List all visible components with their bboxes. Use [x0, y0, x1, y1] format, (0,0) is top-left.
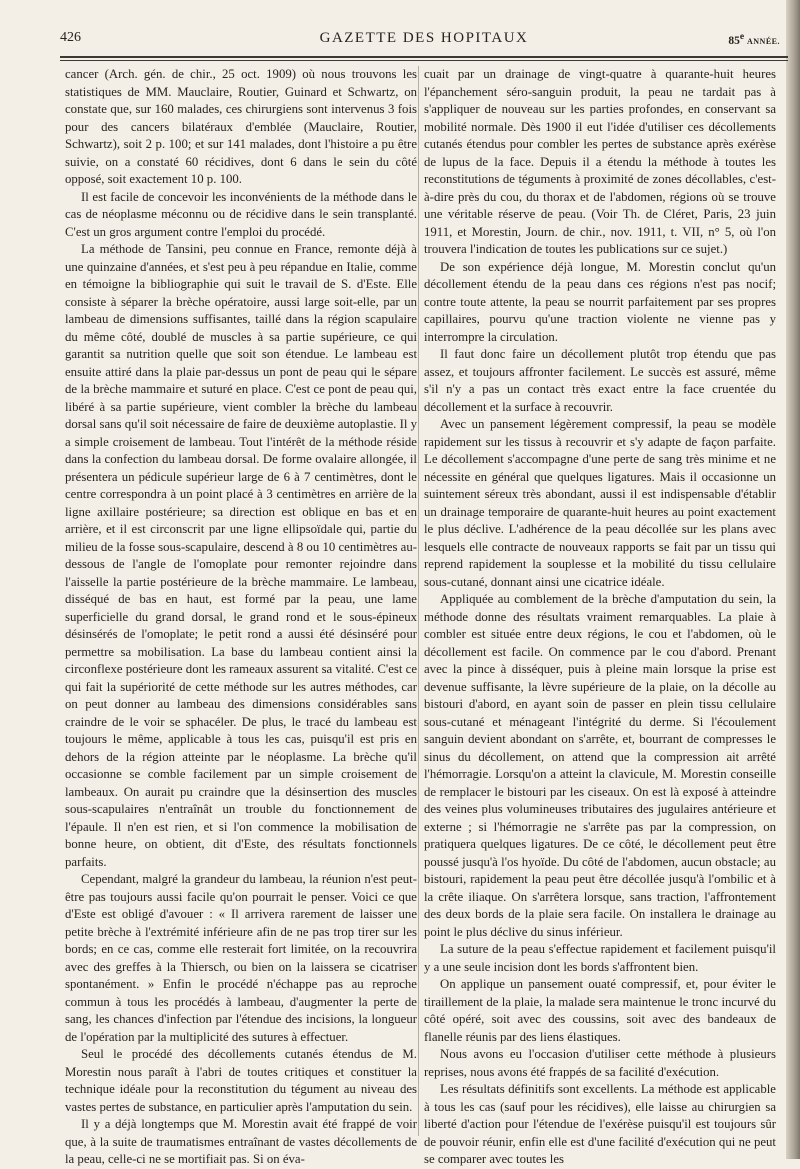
column-divider [418, 66, 419, 1136]
left-column [65, 66, 417, 1166]
journal-title: GAZETTE DES HOPITAUX [319, 30, 529, 46]
paragraph: cuait par un drainage de vingt-quatre à quarante-huit heures l'épanchement séro-sanguin produit, la peau ne tardait pas à s'appliquer de nouveau sur les parties profondes, en conservant sa mobilité normale. Dès 1900 il eut l'idée d'utiliser ces décollements cutanés étendus pour combler les pertes de substance après exérèse de lupus de la face. Depuis il a étendu la méthode à toutes les reconstitutions de téguments à proximité de zones décollables, c'est-à-dire près du cou, du thorax et de l'abdomen, régions où se trouve une véritable réserve de peau. (Voir Th. de Cléret, Paris, 23 juin 1911, et Morestin, Journ. de chir., nov. 1911, t. VII, n° 5, où l'on trouvera l'indication de toutes les publications sur ce sujet.) [424, 67, 776, 256]
paragraph: Il est facile de concevoir les inconvénients de la méthode dans le cas de néoplasme méconnu ou de récidive dans le sein transplanté. C'est un gros argument contre l'emploi du procédé. [65, 189, 417, 239]
paragraph: Les résultats définitifs sont excellents. La méthode est applicable à tous les cas (sauf pour les récidives), elle laisse au chirurgien sa liberté d'action pour l'étendue de l'exérèse puisqu'il est toujours sûr de pouvoir réunir, enfin elle est d'une facilité d'exécution qui ne peut se comparer avec toutes les [424, 1082, 776, 1166]
header-rule-thick [60, 56, 788, 58]
running-header [60, 30, 788, 52]
paragraph: Nous avons eu l'occasion d'utiliser cette méthode à plusieurs reprises, nous avons été frappés de sa facilité d'exécution. [424, 1047, 776, 1079]
paragraph: Cependant, malgré la grandeur du lambeau, la réunion n'est peut-être pas toujours aussi facile qu'on pourrait le penser. Voici ce que d'Este est obligé d'avouer : « Il arrivera rarement de laisser une petite brèche à l'extrémité inférieure afin de ne pas trop tirer sur les bords; en ce cas, comme elle resterait fort limitée, on la recouvrira avec des greffes à la Thiersch, ou bien on la laissera se cicatriser spontanément. » Enfin le procédé n'échappe pas au reproche commun à tous les procédés à lambeau, d'augmenter la perte de sang, les chances d'infection par l'étendue des incisions, la longueur de l'opération par la multiplicité des sutures à effectuer. [65, 872, 417, 1044]
paragraph: La méthode de Tansini, peu connue en France, remonte déjà à une quinzaine d'années, et s'est peu à peu répandue en Italie, comme en témoigne la bibliographie qui suit le travail de S. d'Este. Elle consiste à séparer la brèche opératoire, aussi large soit-elle, par un lambeau de dimensions suffisantes, taillé dans la région scapulaire du même côté, doublé de muscles à sa partie supérieure, ce qui garantit sa nutrition quelle que soit son étendue. Le lambeau est ensuite attiré dans la plaie par-dessus un pont de peau qui le sépare de la brèche mammaire et suturé en place. C'est ce pont de peau qui, libéré à sa partie supérieure, vient combler la brèche du lambeau dorsal sans qu'il soit nécessaire de faire de deuxième autoplastie. Il y a simple croisement de lambeau. Tout l'intérêt de la méthode réside dans la confection du lambeau dorsal. De forme ovalaire allongée, il présentera un pédicule supérieur large de 6 à 7 centimètres, dont le centre correspondra à un point placé à 3 centimètres en arrière de la ligne axillaire postérieure; sa direction est oblique en bas et en arrière, et il est circonscrit par une ligne ellipsoïdale qui, partie du milieu de la fosse sous-scapulaire, descend à 8 ou 10 centimètres au-dessous de l'angle de l'omoplate pour remonter rejoindre dans l'aisselle la partie postérieure de la brèche mammaire. Le lambeau, disséqué de bas en haut, est formé par la peau, une lame superficielle du grand dorsal, le grand rond et le sous-épineux désinsérés de l'omoplate; le petit rond a aussi été désinséré pour permettre sa mobilisation. La base du lambeau contient ainsi la circonflexe postérieure dont les rameaux assurent sa vitalité. C'est ce qui fait la supériorité de cette méthode sur les autres méthodes, car on peut donner au lambeau des dimensions considérables sans craindre de le voir se sphacéler. De plus, le tracé du lambeau est toujours le même, applicable à tous les cas, puisqu'il est pris en dehors de la région atteinte par le néoplasme. La brèche qu'il occasionne se comble facilement par un simple croisement de lambeaux. On aurait pu craindre que la désinsertion des muscles sous-scapulaires n'entraînât un trouble du fonctionnement de l'épaule. Il n'en est rien, et si l'on commence la mobilisation de bonne heure, on obtient, dit d'Este, des résultats fonctionnels parfaits. [65, 242, 417, 869]
paragraph: Il faut donc faire un décollement plutôt trop étendu que pas assez, et toujours affronter facilement. Le succès est assuré, même s'il n'y a pas un contact très exact entre la face cruentée du décollement et la surface à recouvrir. [424, 347, 776, 414]
right-column [424, 66, 776, 1166]
issue-word: ANNÉE. [746, 36, 780, 46]
issue-suffix: e [739, 31, 745, 42]
paragraph: La suture de la peau s'effectue rapidement et facilement puisqu'il y a une seule incision dont les bords s'affrontent bien. [424, 942, 776, 974]
paragraph: On applique un pansement ouaté compressif, et, pour éviter le tiraillement de la plaie, la malade sera maintenue le tronc incurvé du côté opéré, soit avec des coussins, soit avec des bandeaux de flanelle réunis par des liens élastiques. [424, 977, 776, 1044]
page-binding-edge [786, 0, 800, 1159]
paragraph: De son expérience déjà longue, M. Morestin conclut qu'un décollement étendu de la peau dans ces régions n'est pas nocif; contre toute attente, la peau se nourrit parfaitement par ses propres capillaires, pourvu qu'une traction violente ne vienne pas y interrompre la circulation. [424, 259, 776, 344]
header-rule-thin [60, 60, 788, 61]
page-number: 426 [60, 30, 81, 45]
paragraph: cancer (Arch. gén. de chir., 25 oct. 1909) où nous trouvons les statistiques de MM. Mauclaire, Routier, Guinard et Schwartz, on constate que, sur 160 malades, ces chirurgiens sont intervenus 3 fois pour des cancers bilatéraux d'emblée (Mauclaire, Routier, Schwartz), soit 2 p. 100; et sur 141 malades, dont l'histoire a pu être suivie, on a constaté 60 récidives, dont 6 dans le sein du côté opposé, soit exactement 10 p. 100. [65, 67, 417, 186]
issue-number: 85 [728, 34, 740, 47]
issue-label [728, 31, 780, 47]
paragraph: Il y a déjà longtemps que M. Morestin avait été frappé de voir que, à la suite de traumatismes entraînant de vastes décollements de la peau, celle-ci ne se mortifiait pas. Si on éva- [65, 1117, 417, 1166]
paragraph: Appliquée au comblement de la brèche d'amputation du sein, la méthode donne des résultats vraiment remarquables. La plaie à combler est située entre deux régions, le cou et l'abdomen, où le décollement est facile. On commence par le cou d'abord. Prenant avec la pince à disséquer, puis à pleine main lorsque la prise est devenue suffisante, la lèvre supérieure de la plaie, on la décolle au bistouri d'abord, en ayant soin de passer en plein tissu cellulaire sous-cutané et ménageant l'intégrité du derme. Si l'écoulement sanguin devient abondant on s'arrête, et, bourrant de compresses le sinus du décollement, on attend que la compression ait arrêté l'hémorragie. Lorsqu'on a atteint la clavicule, M. Morestin conseille de remplacer le bistouri par les ciseaux. On est là exposé à atteindre des veines plus volumineuses tributaires des jugulaires antérieure et externe ; si l'hémorragie ne s'arrête pas par la compression, on pratiquera quelques ligatures. De ce côté, le décollement peut être poussé jusqu'à l'os hyoïde. Du côté de l'abdomen, aucun obstacle; au bistouri, rapidement la peau peut être décollée jusqu'à l'ombilic et à la crête iliaque. On s'arrêtera lorsque, sans traction, l'affrontement des deux bords de la plaie sera facile. On installera le drainage au point le plus déclive du sinus inférieur. [424, 592, 776, 939]
paragraph: Avec un pansement légèrement compressif, la peau se modèle rapidement sur les tissus à recouvrir et s'y adapte de façon parfaite. Le décollement s'accompagne d'une perte de sang très minime et ne nécessite en général que quelques ligatures. Mais il occasionne un suintement séreux très abondant, aussi il est indispensable d'établir un drainage temporaire de quarante-huit heures au point exactement le plus déclive. L'adhérence de la peau décollée sur les plans avec lesquels elle contracte de nouveaux rapports se fait par un tissu qui reprend rapidement la souplesse et la mobilité du tissu cellulaire sous-cutané, donnant ainsi une cicatrice idéale. [424, 417, 776, 589]
paragraph: Seul le procédé des décollements cutanés étendus de M. Morestin nous paraît à l'abri de toutes critiques et constituer la technique idéale pour la reconstitution du tégument au niveau des vastes pertes de substance, en particulier après l'amputation du sein. [65, 1047, 417, 1114]
